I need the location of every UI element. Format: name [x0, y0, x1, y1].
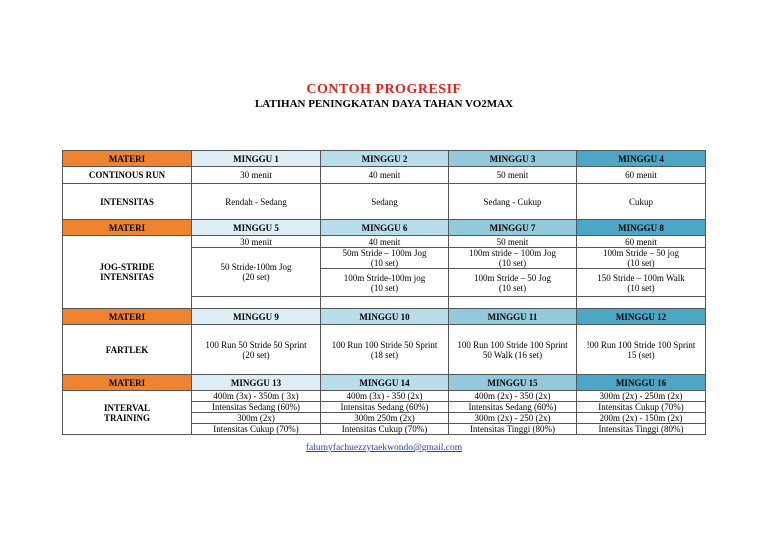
cell-line: (10 set): [498, 282, 527, 293]
email-link[interactable]: falumyfachuezzytaekwondo@gmail.com: [305, 443, 463, 453]
table-cell: [449, 269, 577, 297]
cell-line: (10 set): [370, 282, 399, 293]
row-label: INTENSITAS: [63, 184, 192, 220]
row-label-line: INTENSITAS: [100, 272, 154, 282]
table-cell: [321, 248, 449, 269]
table-cell: [449, 297, 577, 309]
cell-line: (18 set): [370, 349, 399, 360]
table-cell: 40 menit: [321, 167, 449, 184]
week-header: MINGGU 12: [577, 309, 706, 325]
materi-header: MATERI: [63, 151, 192, 167]
week-header: MINGGU 9: [192, 309, 321, 325]
cell-line: (10 set): [627, 282, 655, 293]
table-cell: [449, 248, 577, 269]
table-cell: [577, 248, 706, 269]
cell-line: 100 Run 100 Stride 100 Sprint: [457, 339, 568, 350]
table-cell: 40 menit: [321, 236, 449, 248]
header-row: [63, 309, 706, 325]
header-row: [63, 220, 706, 236]
materi-header: MATERI: [63, 375, 192, 391]
week-header: MINGGU 1: [192, 151, 321, 167]
cell-line: (10 set): [370, 258, 399, 268]
table-cell: [577, 269, 706, 297]
cell-line: (20 set): [242, 349, 270, 360]
week-header: MINGGU 11: [449, 309, 577, 325]
table-cell: 50 menit: [449, 236, 577, 248]
table-cell: Intensitas Sedang (60%): [449, 402, 577, 413]
row-label-line: INTERVAL: [103, 402, 151, 413]
cell-line: 100m stride – 100m Jog: [469, 248, 556, 258]
table-cell: Intensitas Tinggi (80%): [577, 424, 706, 435]
table-row: [63, 391, 706, 402]
table-cell: 30 menit: [192, 167, 321, 184]
table-cell: 60 menit: [577, 236, 706, 248]
table-cell: Intensitas Sedang (60%): [321, 402, 449, 413]
cell-line: !00 Run 100 Stride 100 Sprint: [586, 339, 696, 350]
page-title: CONTOH PROGRESIF: [306, 82, 462, 97]
table-cell: Intensitas Cukup (70%): [321, 424, 449, 435]
header-row: [63, 151, 706, 167]
table-cell: 400m (3x) - 350m ( 3x): [192, 391, 321, 402]
week-header: MINGGU 13: [192, 375, 321, 391]
week-header: MINGGU 3: [449, 151, 577, 167]
table-cell: 50 menit: [449, 167, 577, 184]
cell-line: 50m Stride – 100m Jog: [342, 248, 427, 258]
table-cell: 60 menit: [577, 167, 706, 184]
table-cell: [321, 325, 449, 375]
table-cell: 300m (2x) - 250m (2x): [577, 391, 706, 402]
row-label: [63, 236, 192, 309]
table-cell: [321, 269, 449, 297]
table-cell: 200m (2x) - 150m (2x): [577, 413, 706, 424]
table-cell: Intensitas Tinggi (80%): [449, 424, 577, 435]
table-cell: Sedang - Cukup: [449, 184, 577, 220]
cell-line: 100 Run 50 Stride 50 Sprint: [205, 339, 307, 350]
table-cell: [192, 248, 321, 297]
cell-line: 50 Stride-100m Jog: [220, 262, 292, 272]
row-label: FARTLEK: [63, 325, 192, 375]
cell-line: 100 Run 100 Stride 50 Sprint: [331, 339, 438, 350]
week-header: MINGGU 8: [577, 220, 706, 236]
cell-line: (10 set): [498, 258, 527, 268]
week-header: MINGGU 14: [321, 375, 449, 391]
materi-header: MATERI: [63, 220, 192, 236]
table-cell: Intensitas Cukup (70%): [577, 402, 706, 413]
table-row: [63, 184, 706, 220]
week-header: MINGGU 10: [321, 309, 449, 325]
cell-line: (10 set): [627, 258, 655, 268]
week-header: MINGGU 6: [321, 220, 449, 236]
table-row: [63, 325, 706, 375]
row-label: CONTINOUS RUN: [63, 167, 192, 184]
table-cell: Intensitas Cukup (70%): [192, 424, 321, 435]
table-cell: [321, 297, 449, 309]
table-row: [63, 236, 706, 248]
page-subtitle: LATIHAN PENINGKATAN DAYA TAHAN VO2MAX: [254, 98, 514, 110]
table-cell: Sedang: [321, 184, 449, 220]
week-header: MINGGU 4: [577, 151, 706, 167]
week-header: MINGGU 2: [321, 151, 449, 167]
table-cell: Rendah - Sedang: [192, 184, 321, 220]
cell-line: 100m Stride-100m jog: [343, 272, 426, 283]
table-cell: [192, 325, 321, 375]
table-cell: 400m (3x) - 350 (2x): [321, 391, 449, 402]
table-cell: [577, 325, 706, 375]
table-cell: Intensitas Sedang (60%): [192, 402, 321, 413]
header-row: [63, 375, 706, 391]
cell-line: 50 Walk (16 set): [482, 349, 543, 360]
table-cell: 30 menit: [192, 236, 321, 248]
table-cell: Cukup: [577, 184, 706, 220]
table-cell: [449, 325, 577, 375]
table-cell: 300m (2x): [192, 413, 321, 424]
week-header: MINGGU 16: [577, 375, 706, 391]
row-label: [63, 391, 192, 435]
cell-line: 150 Stride – 100m Walk: [597, 272, 685, 283]
table-cell: 300m 250m (2x): [321, 413, 449, 424]
cell-line: 100m Stride – 50 Jog: [473, 272, 551, 283]
table-cell: [577, 297, 706, 309]
row-label-line: JOG-STRIDE: [99, 262, 155, 272]
table-row: [63, 167, 706, 184]
table-cell: 300m (2x) - 250 (2x): [449, 413, 577, 424]
week-header: MINGGU 15: [449, 375, 577, 391]
week-header: MINGGU 5: [192, 220, 321, 236]
materi-header: MATERI: [63, 309, 192, 325]
table-cell: 400m (2x) - 350 (2x): [449, 391, 577, 402]
cell-line: 100m Stride – 50 jog: [603, 248, 679, 258]
cell-line: 15 (set): [627, 349, 655, 360]
cell-line: (20 set): [242, 272, 270, 282]
training-table: [62, 150, 706, 435]
row-label-line: TRAINING: [103, 412, 150, 423]
week-header: MINGGU 7: [449, 220, 577, 236]
table-cell: [192, 297, 321, 309]
